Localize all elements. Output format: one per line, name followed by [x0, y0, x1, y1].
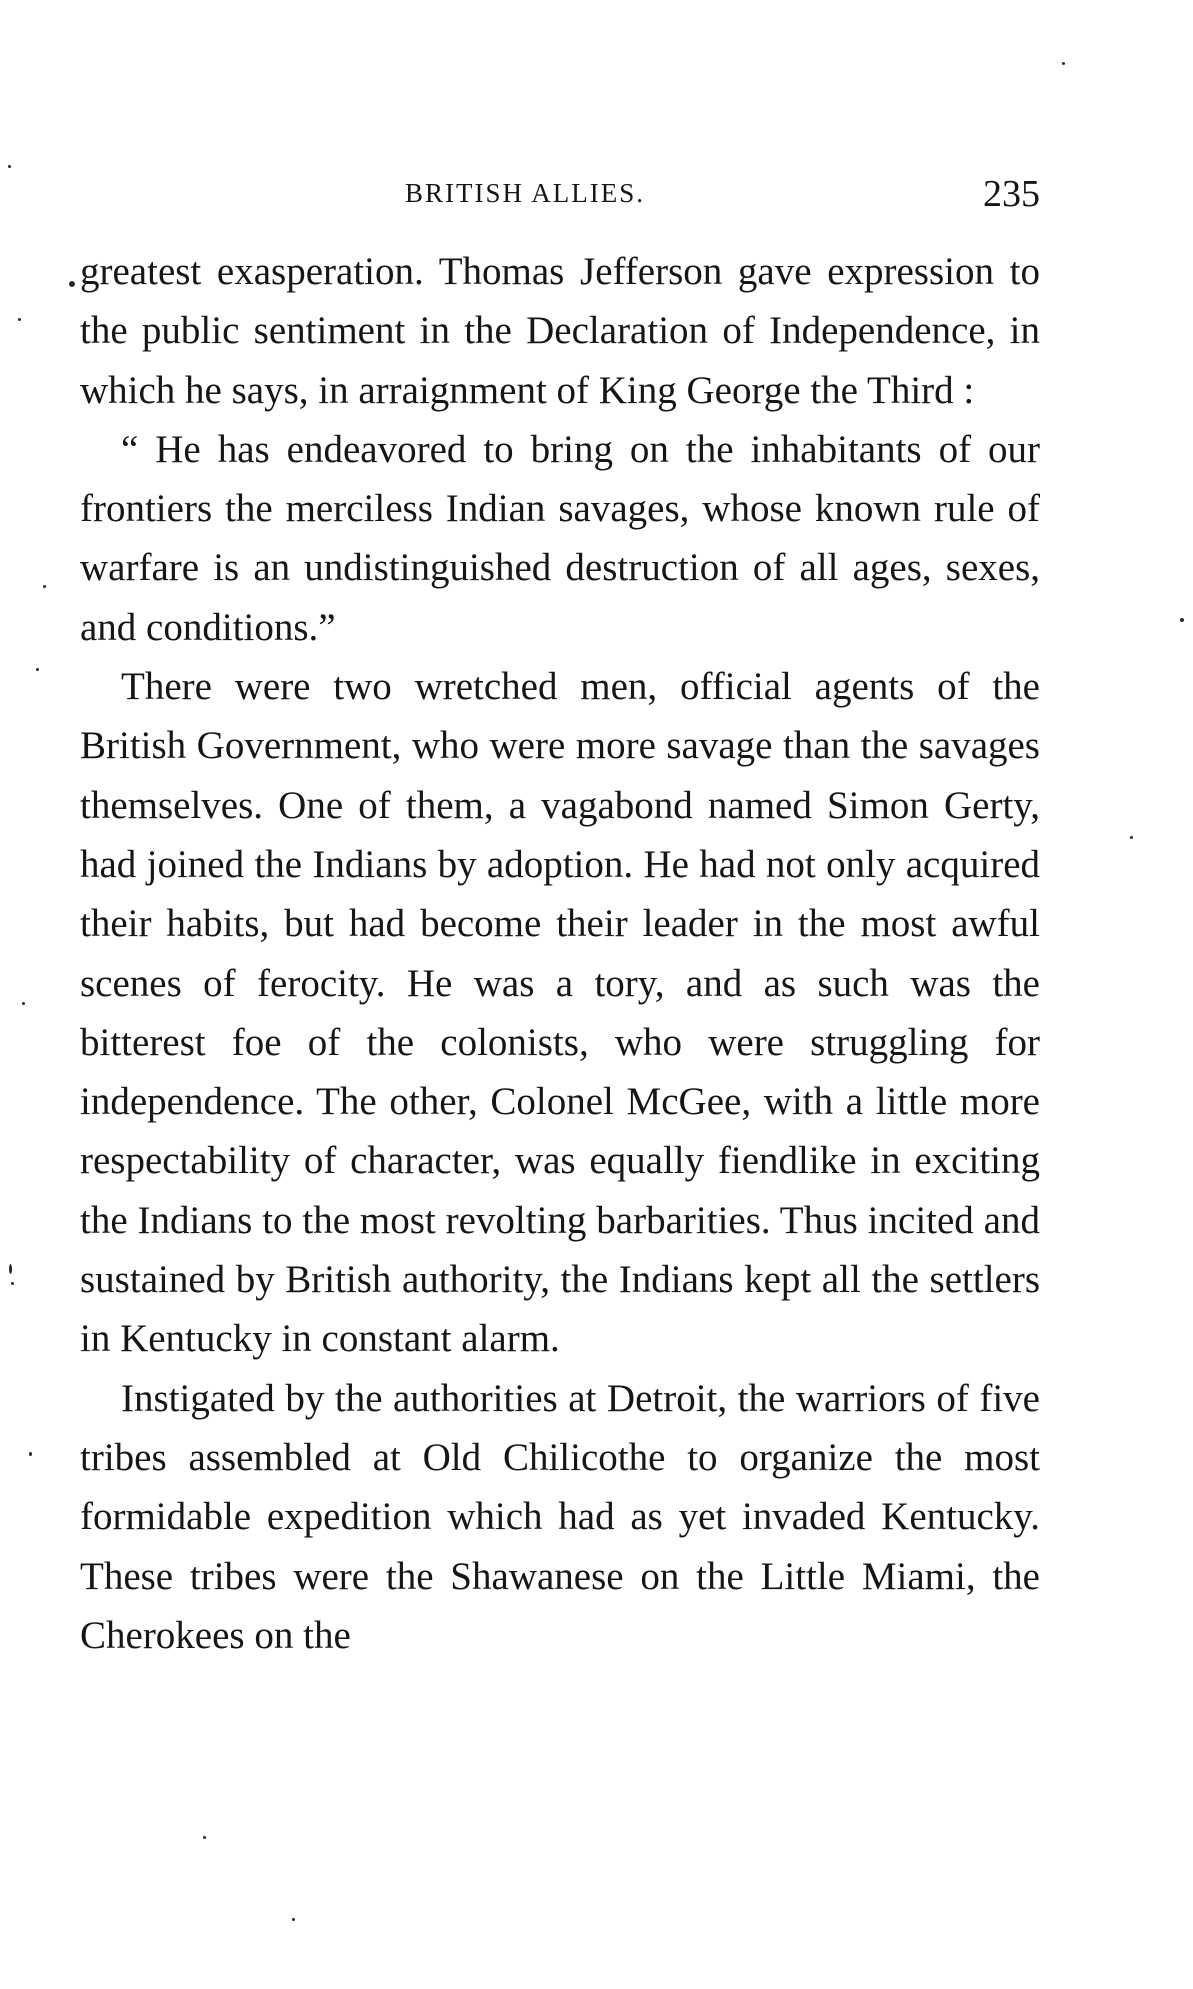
- running-title: BRITISH ALLIES.: [405, 178, 646, 208]
- page-number: 235: [983, 173, 1040, 215]
- scan-speck: [69, 281, 75, 287]
- scan-speck: [1062, 62, 1065, 65]
- scan-speck: [36, 668, 39, 671]
- scan-speck: [1130, 836, 1133, 839]
- scan-speck: [43, 585, 46, 588]
- running-head: [80, 172, 1040, 222]
- scan-speck: [11, 1282, 14, 1285]
- scan-speck: [29, 1452, 32, 1456]
- body-text: [80, 242, 1040, 1665]
- scan-speck: [1180, 618, 1184, 622]
- scan-speck: [18, 318, 21, 321]
- scan-speck: [8, 165, 11, 168]
- scan-speck: [22, 1002, 25, 1005]
- paragraph-4: Instigated by the authorities at Detroit, the warriors of five tribes assembled at Old Chilicothe to organize the most formidable expedition which had as yet invaded Kentucky. These tribes were the Shawanese on the Little Miami, the Cherokees on the: [80, 1376, 1040, 1657]
- paragraph-2: “ He has endeavored to bring on the inhabitants of our frontiers the merciless Indian savages, whose known rule of warfare is an undistinguished destruction of all ages, sexes, and conditions.”: [80, 427, 1040, 649]
- scan-speck: [292, 1918, 295, 1921]
- paragraph-3: There were two wretched men, official agents of the British Government, who were more savage than the savages themselves. One of them, a vagabond named Simon Gerty, had joined the Indians by adoption. He had not only acquired their habits, but had become their leader in the most awful scenes of ferocity. He was a tory, and as such was the bitterest foe of the colonists, who were struggling for independence. The other, Colonel McGee, with a little more respectability of character, was equally fiendlike in exciting the Indians to the most revolting barbarities. Thus incited and sustained by British authority, the Indians kept all the settlers in Kentucky in constant alarm.: [80, 665, 1040, 1361]
- scan-speck: [9, 1264, 12, 1274]
- paragraph-1: greatest exasperation. Thomas Jefferson gave expression to the public sentiment in the Declaration of Independence, in which he says, in arraignment of King George the Third :: [80, 250, 1040, 412]
- scan-speck: [203, 1836, 206, 1839]
